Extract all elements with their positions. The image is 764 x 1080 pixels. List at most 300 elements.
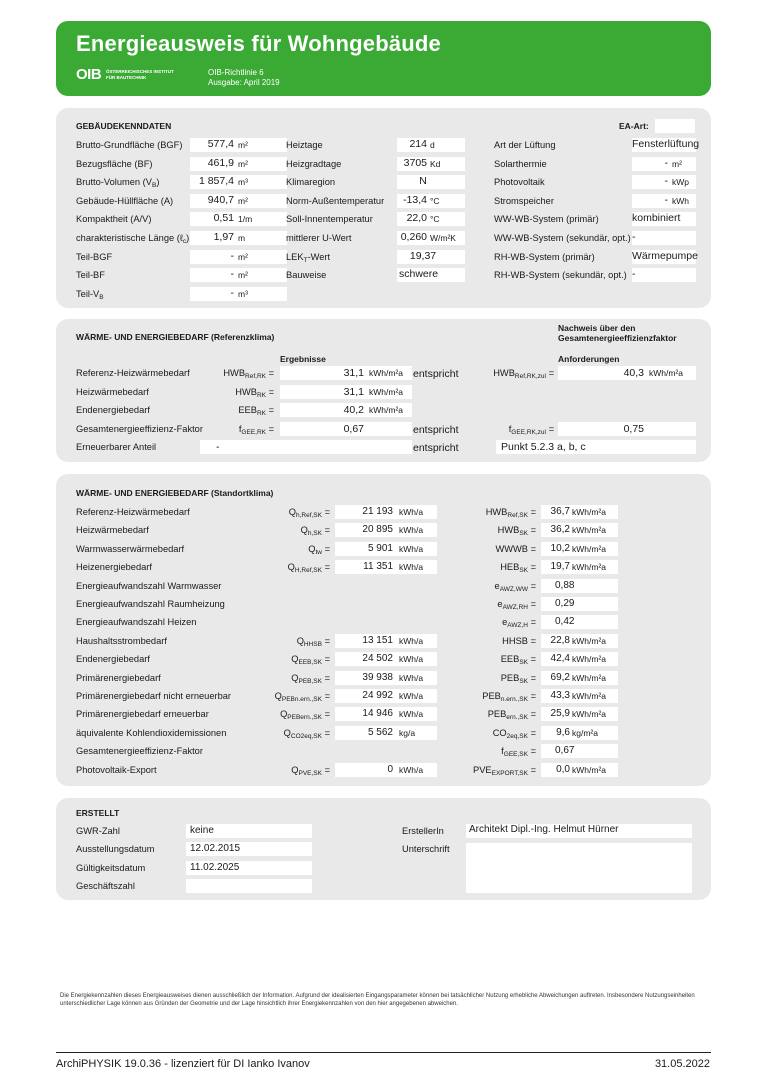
symbol-base: PEB — [487, 709, 507, 720]
site-q-unit: kWh/a — [399, 525, 424, 536]
building-param-value: - — [230, 286, 234, 299]
system-param-value: - — [664, 156, 668, 169]
symbol-base: Q — [287, 562, 295, 573]
site-q-symbol — [246, 544, 330, 556]
climate-param-value: 214 — [409, 138, 427, 150]
site-s-unit: kWh/m²a — [572, 543, 606, 554]
site-s-value: 69,2 — [550, 671, 570, 683]
symbol-sub: H,Ref,SK — [294, 567, 322, 575]
site-q-symbol — [246, 709, 330, 721]
climate-param-value: 3705 — [403, 156, 427, 169]
reference-row-symbol — [196, 405, 274, 417]
building-param-value: 940,7 — [207, 193, 234, 206]
system-param-value: - — [664, 175, 668, 188]
requirements-header: Anforderungen — [558, 354, 620, 364]
site-s-field — [541, 615, 618, 629]
symbol-sub: SK — [519, 677, 528, 685]
symbol-sub: Ref,RK — [245, 373, 266, 380]
label-sub: T — [303, 256, 308, 264]
site-s-value: 0,29 — [555, 598, 575, 609]
site-s-unit: kWh/m²a — [572, 525, 606, 536]
site-q-value: 5 562 — [367, 726, 393, 738]
site-s-value: 42,4 — [550, 653, 570, 665]
symbol-base: e — [502, 617, 508, 628]
site-q-unit: kWh/a — [399, 672, 424, 683]
reference-row-label: Referenz-Heizwärmebedarf — [76, 368, 190, 378]
system-param-value: - — [632, 268, 636, 281]
site-q-unit: kWh/a — [399, 691, 424, 701]
site-climate-panel — [56, 474, 711, 786]
symbol-sub: AWZ,RH — [502, 604, 528, 611]
site-s-value: 36,2 — [550, 524, 570, 536]
system-param-value: kombiniert — [632, 212, 681, 225]
label-text: Norm-Außentemperatur — [286, 195, 385, 206]
symbol-eq: = — [321, 525, 330, 536]
site-s-field — [541, 597, 618, 611]
symbol-eq: = — [527, 580, 536, 591]
site-row-label: Heizenergiebedarf — [76, 562, 152, 573]
site-q-unit: kWh/a — [399, 543, 424, 554]
site-s-unit: kWh/m²a — [572, 672, 606, 683]
site-row-label: Photovoltaik-Export — [76, 764, 157, 775]
site-s-value: 0,88 — [555, 579, 575, 591]
site-s-unit: kWh/m²a — [572, 635, 606, 646]
site-s-value: 36,7 — [550, 506, 570, 517]
site-s-value: 22,8 — [550, 634, 570, 646]
requirement-value: 0,75 — [623, 422, 644, 435]
reference-row-unit: kWh/m²a — [369, 368, 403, 378]
symbol-sub: AWZ,H — [507, 622, 528, 630]
symbol-sub: RK — [256, 410, 266, 418]
building-param-unit: m² — [238, 195, 248, 206]
site-q-unit: kWh/a — [399, 764, 424, 775]
building-param-unit: m — [238, 233, 246, 243]
building-param-unit: m² — [238, 140, 248, 150]
label-text: Brutto-Volumen (V — [76, 177, 152, 188]
symbol-base: EEB — [238, 405, 257, 416]
site-s-symbol — [436, 709, 536, 721]
building-param-label — [76, 159, 152, 169]
site-s-symbol — [436, 562, 536, 574]
oib-logo: OIB — [76, 66, 102, 83]
header-banner — [56, 21, 711, 96]
site-q-value: 11 351 — [363, 561, 393, 573]
site-s-symbol — [436, 525, 536, 537]
site-s-symbol — [436, 654, 536, 666]
symbol-eq: = — [527, 599, 536, 609]
symbol-eq: = — [265, 368, 274, 378]
symbol-sub: AWZ,WW — [499, 585, 528, 593]
building-param-value: 461,9 — [207, 156, 234, 169]
symbol-sub: HHSB — [303, 640, 322, 648]
symbol-sub: SK — [519, 659, 528, 667]
site-s-symbol — [436, 728, 536, 740]
symbol-eq: = — [545, 368, 554, 378]
reference-row-symbol — [196, 424, 274, 436]
label-end: ) — [186, 233, 190, 243]
symbol-base: Q — [291, 654, 299, 665]
reference-row-status: entspricht — [413, 442, 459, 455]
requirement-symbol — [456, 424, 554, 436]
building-param-unit: m³ — [238, 288, 248, 299]
site-s-unit: kWh/m²a — [572, 764, 606, 775]
symbol-base: Q — [308, 543, 316, 554]
symbol-base: f — [238, 423, 242, 434]
symbol-sub: SK — [519, 567, 528, 575]
guideline-edition: Ausgabe: April 2019 — [208, 78, 280, 87]
building-param-label — [76, 196, 173, 206]
reference-row-symbol — [196, 387, 274, 399]
site-row-label: Haushaltsstrombedarf — [76, 635, 167, 646]
site-s-symbol — [436, 599, 536, 611]
symbol-eq: = — [321, 764, 330, 775]
document-title: Energieausweis für Wohngebäude — [76, 31, 441, 56]
climate-param-value: 0,260 — [400, 231, 427, 243]
symbol-base: EEB — [500, 654, 520, 665]
reference-row-label: Heizwärmebedarf — [76, 386, 149, 397]
site-q-value: 0 — [387, 763, 393, 775]
climate-param-value: 22,0 — [406, 212, 427, 225]
site-q-value: 21 193 — [362, 506, 393, 517]
reference-row-status: entspricht — [413, 423, 459, 436]
site-s-value: 19,7 — [550, 561, 570, 573]
ea-art-label: EA-Art: — [619, 121, 649, 131]
label-text: Brutto-Grundfläche (BGF) — [76, 140, 183, 150]
footer-date: 31.05.2022 — [654, 1058, 710, 1070]
reference-row-label: Erneuerbarer Anteil — [76, 442, 157, 453]
site-s-value: 10,2 — [550, 542, 570, 554]
symbol-eq: = — [527, 709, 536, 720]
symbol-base: PEB — [482, 691, 501, 701]
site-s-unit: kWh/m²a — [572, 691, 606, 701]
symbol-eq: = — [527, 617, 536, 628]
climate-param-unit: °C — [430, 214, 440, 225]
ea-art-field — [655, 119, 695, 133]
symbol-base: HWB — [493, 368, 515, 378]
created-row-value: 11.02.2025 — [190, 861, 240, 873]
symbol-eq: = — [527, 746, 536, 757]
symbol-base: WWWB — [495, 543, 528, 554]
label-text: Teil-V — [76, 288, 100, 299]
results-header: Ergebnisse — [280, 354, 326, 364]
site-q-value: 13 151 — [362, 634, 393, 646]
climate-param-label — [286, 233, 351, 243]
symbol-eq: = — [321, 562, 330, 573]
reference-row-unit: kWh/m²a — [369, 405, 403, 416]
site-s-unit: kWh/m²a — [572, 654, 606, 665]
symbol-base: Q — [283, 727, 291, 738]
site-s-value: 0,42 — [555, 616, 575, 628]
system-param-label: RH-WB-System (sekundär, opt.) — [494, 270, 627, 281]
symbol-sub: 2eq,SK — [506, 732, 528, 740]
created-row-label: Gültigkeitsdatum — [76, 862, 146, 873]
system-param-unit: kWp — [672, 177, 689, 188]
symbol-sub: GEE,SK — [503, 751, 528, 759]
system-param-value: Fensterlüftung — [632, 138, 700, 150]
ersteller-label: ErstellerIn — [402, 826, 444, 836]
signature-label: Unterschrift — [402, 844, 450, 854]
symbol-eq: = — [321, 691, 330, 701]
site-q-value: 14 946 — [362, 708, 393, 720]
section-title: ERSTELLT — [76, 808, 120, 818]
site-q-symbol — [246, 673, 330, 685]
symbol-sub: ern.,SK — [506, 714, 528, 722]
site-q-symbol — [246, 654, 330, 666]
reference-row-value: - — [216, 441, 220, 454]
label-text: LEK — [286, 251, 304, 262]
site-q-symbol — [246, 525, 330, 537]
symbol-sub: GEE,RK — [241, 428, 266, 436]
reference-row-label: Gesamtenergieeffizienz-Faktor — [76, 423, 203, 434]
label-sub: B — [99, 293, 104, 301]
site-row-label: Primärenergiebedarf nicht erneuerbar — [76, 691, 232, 701]
site-s-unit: kWh/m²a — [572, 709, 606, 720]
site-q-symbol — [246, 728, 330, 740]
building-param-label — [76, 270, 105, 280]
reference-row-value: 31,1 — [343, 385, 364, 398]
created-row-value: 12.02.2015 — [190, 843, 241, 855]
footer-divider — [56, 1052, 711, 1053]
system-param-unit: kWh — [672, 195, 689, 206]
reference-row-field — [200, 440, 412, 454]
signature-field — [466, 843, 692, 893]
created-row-label: GWR-Zahl — [76, 826, 120, 836]
symbol-base: Q — [300, 525, 308, 536]
requirement-value: Punkt 5.2.3 a, b, c — [501, 441, 586, 454]
symbol-eq: = — [265, 405, 274, 416]
site-row-label: Primärenergiebedarf — [76, 672, 161, 683]
reference-row-value: 0,67 — [343, 422, 364, 435]
climate-param-unit: W/m²K — [430, 233, 456, 243]
site-q-unit: kWh/a — [399, 654, 424, 665]
system-param-label: WW-WB-System (sekundär, opt.) — [494, 233, 631, 243]
site-s-field — [541, 579, 618, 593]
site-row-label: Endenergiebedarf — [76, 654, 150, 665]
site-row-label: Energieaufwandszahl Heizen — [76, 617, 197, 628]
symbol-eq: = — [527, 654, 536, 665]
symbol-base: f — [501, 746, 504, 757]
symbol-eq: = — [527, 727, 536, 738]
site-q-value: 20 895 — [362, 524, 393, 536]
system-param-label: Solarthermie — [494, 158, 547, 169]
site-q-value: 5 901 — [367, 542, 393, 554]
site-s-value: 0,67 — [555, 745, 575, 757]
site-q-symbol — [246, 765, 330, 777]
climate-param-label — [286, 159, 341, 169]
building-param-unit: 1/m — [238, 214, 253, 225]
site-s-symbol — [436, 581, 536, 593]
symbol-eq: = — [527, 672, 536, 683]
climate-param-label — [286, 252, 330, 264]
guideline-name: OIB-Richtlinie 6 — [208, 68, 264, 77]
climate-param-value: 19,37 — [409, 249, 437, 262]
created-row-value: keine — [190, 825, 214, 836]
site-s-symbol — [436, 765, 536, 777]
label-end: ) — [156, 177, 160, 188]
label-text: Teil-BGF — [76, 251, 113, 262]
symbol-base: Q — [288, 507, 296, 517]
site-q-value: 24 502 — [362, 653, 393, 665]
oib-logo-subtitle: ÖSTERREICHISCHES INSTITUT FÜR BAUTECHNIK — [106, 69, 174, 80]
requirement-unit: kWh/m²a — [649, 368, 683, 378]
site-q-value: 39 938 — [362, 671, 393, 683]
site-s-symbol — [436, 746, 536, 758]
climate-param-label — [286, 196, 384, 206]
symbol-sub: PEB,SK — [298, 677, 322, 685]
label-text: mittlerer U-Wert — [286, 233, 352, 243]
label-text: Heizgradtage — [286, 158, 342, 169]
symbol-sub: n.ern.,SK — [500, 696, 528, 703]
site-q-value: 24 992 — [362, 690, 393, 701]
reference-row-unit: kWh/m²a — [369, 386, 403, 397]
site-row-label: Energieaufwandszahl Warmwasser — [76, 580, 222, 591]
label-text: Kompaktheit (A/V) — [76, 214, 152, 225]
site-s-unit: kWh/m²a — [572, 507, 606, 517]
system-param-value: Wärmepumpe — [632, 249, 698, 262]
label-text: Teil-BF — [76, 270, 105, 281]
building-param-label — [76, 140, 182, 150]
system-param-field — [632, 231, 696, 245]
label-text: Gebäude-Hüllfläche (A) — [76, 195, 174, 206]
nachweis-title: Nachweis über den Gesamtenergieeffizienzfaktor — [558, 323, 677, 343]
climate-param-label — [286, 177, 335, 187]
symbol-base: HHSB — [502, 635, 528, 646]
site-s-symbol — [436, 636, 536, 646]
created-row-label: Ausstellungsdatum — [76, 844, 155, 855]
system-param-value: - — [632, 231, 636, 243]
site-s-symbol — [436, 673, 536, 685]
building-param-unit: m² — [238, 270, 248, 281]
symbol-base: HWB — [497, 525, 520, 536]
label-sub: c — [182, 238, 187, 245]
symbol-eq: = — [527, 764, 536, 775]
disclaimer-text: Die Energiekennzahlen dieses Energieausweises dienen ausschließlich der Information. Aufgrund der idealisierten Eingangsparameter können bei tatsächlicher Nutzung erhebliche Abweichungen auftreten. Insbesondere Nutzungseinheiten unterschiedlicher Lage können aus Gründen der Geometrie und der Lage hinsichtlich ihrer Energiekennzahlen von den hier angegebenen abweichen. — [60, 993, 695, 1007]
climate-param-value: schwere — [399, 268, 439, 281]
site-s-symbol — [436, 617, 536, 629]
climate-param-label — [286, 214, 373, 224]
system-param-label: Photovoltaik — [494, 177, 545, 188]
site-s-unit: kg/m²a — [572, 727, 598, 738]
symbol-base: Q — [280, 709, 288, 720]
site-q-unit: kWh/a — [399, 562, 424, 573]
reference-row-value: 31,1 — [343, 367, 364, 379]
site-q-symbol — [246, 636, 330, 648]
created-row-label: Geschäftszahl — [76, 880, 135, 891]
symbol-eq: = — [527, 525, 536, 536]
label-text: charakteristische Länge (ℓ — [76, 233, 183, 243]
symbol-eq: = — [321, 727, 330, 738]
created-row-field — [186, 879, 312, 893]
climate-param-unit: Kd — [430, 158, 441, 169]
symbol-base: PVE — [473, 764, 492, 775]
site-s-value: 9,6 — [556, 726, 570, 738]
symbol-eq: = — [527, 691, 536, 701]
site-q-unit: kg/a — [399, 727, 416, 738]
system-param-value: - — [664, 193, 668, 206]
system-param-label: WW-WB-System (primär) — [494, 214, 599, 225]
requirement-value: 40,3 — [623, 367, 644, 379]
symbol-sub: h,SK — [307, 530, 322, 538]
symbol-sub: Ref,RK,zul — [514, 373, 546, 380]
symbol-eq: = — [321, 709, 330, 720]
symbol-sub: CO2eq,SK — [290, 732, 322, 740]
site-s-unit: kWh/m²a — [572, 562, 606, 573]
symbol-eq: = — [527, 635, 536, 646]
label-end: -Wert — [307, 251, 331, 262]
system-param-field — [632, 268, 696, 282]
symbol-eq: = — [321, 543, 330, 554]
site-q-symbol — [246, 691, 330, 703]
site-q-symbol — [246, 562, 330, 574]
label-text: Bezugsfläche (BF) — [76, 158, 153, 169]
reference-climate-panel — [56, 319, 711, 462]
symbol-eq: = — [321, 654, 330, 665]
building-param-value: 1,97 — [213, 231, 234, 243]
section-title: WÄRME- UND ENERGIEBEDARF (Referenzklima) — [76, 332, 275, 342]
reference-row-label: Endenergiebedarf — [76, 405, 150, 416]
site-row-label: Primärenergiebedarf erneuerbar — [76, 709, 209, 720]
symbol-sub: RK — [256, 391, 266, 399]
label-text: Soll-Innentemperatur — [286, 214, 373, 225]
label-text: Heiztage — [286, 140, 323, 150]
symbol-sub: PEBern.,SK — [287, 714, 322, 722]
building-param-value: - — [230, 249, 234, 262]
site-s-symbol — [436, 507, 536, 519]
symbol-sub: h,Ref,SK — [295, 512, 322, 519]
symbol-sub: PVE,SK — [298, 769, 322, 777]
building-param-value: 577,4 — [207, 138, 234, 150]
site-row-label: Gesamtenergieeffizienz-Faktor — [76, 746, 203, 757]
symbol-eq: = — [265, 423, 274, 434]
system-param-unit: m² — [672, 158, 682, 169]
label-text: Klimaregion — [286, 177, 336, 188]
symbol-base: PEB — [500, 672, 520, 683]
symbol-base: HEB — [500, 562, 520, 573]
system-param-label: RH-WB-System (primär) — [494, 251, 595, 262]
site-s-value: 43,3 — [550, 690, 570, 701]
symbol-base: HWB — [235, 386, 257, 397]
guideline-info — [208, 68, 280, 88]
section-title: WÄRME- UND ENERGIEBEDARF (Standortklima) — [76, 488, 274, 498]
climate-param-unit: °C — [430, 195, 440, 206]
site-q-symbol — [246, 507, 330, 519]
building-param-value: 0,51 — [213, 212, 234, 225]
building-param-unit: m³ — [238, 177, 248, 188]
symbol-sub: PEBn.ern.,SK — [281, 696, 322, 703]
site-s-symbol — [436, 544, 536, 554]
symbol-sub: tw — [315, 548, 322, 556]
symbol-eq: = — [545, 423, 554, 434]
symbol-base: Q — [296, 635, 304, 646]
site-s-field — [541, 744, 618, 758]
building-param-unit: m² — [238, 158, 248, 169]
building-data-panel — [56, 108, 711, 308]
site-q-unit: kWh/a — [399, 709, 424, 720]
building-param-label — [76, 214, 151, 224]
site-q-unit: kWh/a — [399, 635, 424, 646]
symbol-base: Q — [274, 691, 282, 701]
label-text: Bauweise — [286, 270, 327, 281]
symbol-eq: = — [527, 507, 536, 517]
climate-param-label — [286, 270, 326, 280]
site-q-unit: kWh/a — [399, 507, 424, 517]
site-row-label: Referenz-Heizwärmebedarf — [76, 507, 190, 517]
footer-software: ArchiPHYSIK 19.0.36 - lizenziert für DI Ianko Ivanov — [56, 1058, 310, 1070]
site-row-label: Warmwasserwärmebedarf — [76, 543, 185, 554]
symbol-base: e — [497, 599, 503, 609]
building-param-label — [76, 177, 159, 189]
climate-param-value: -13,4 — [403, 193, 427, 206]
